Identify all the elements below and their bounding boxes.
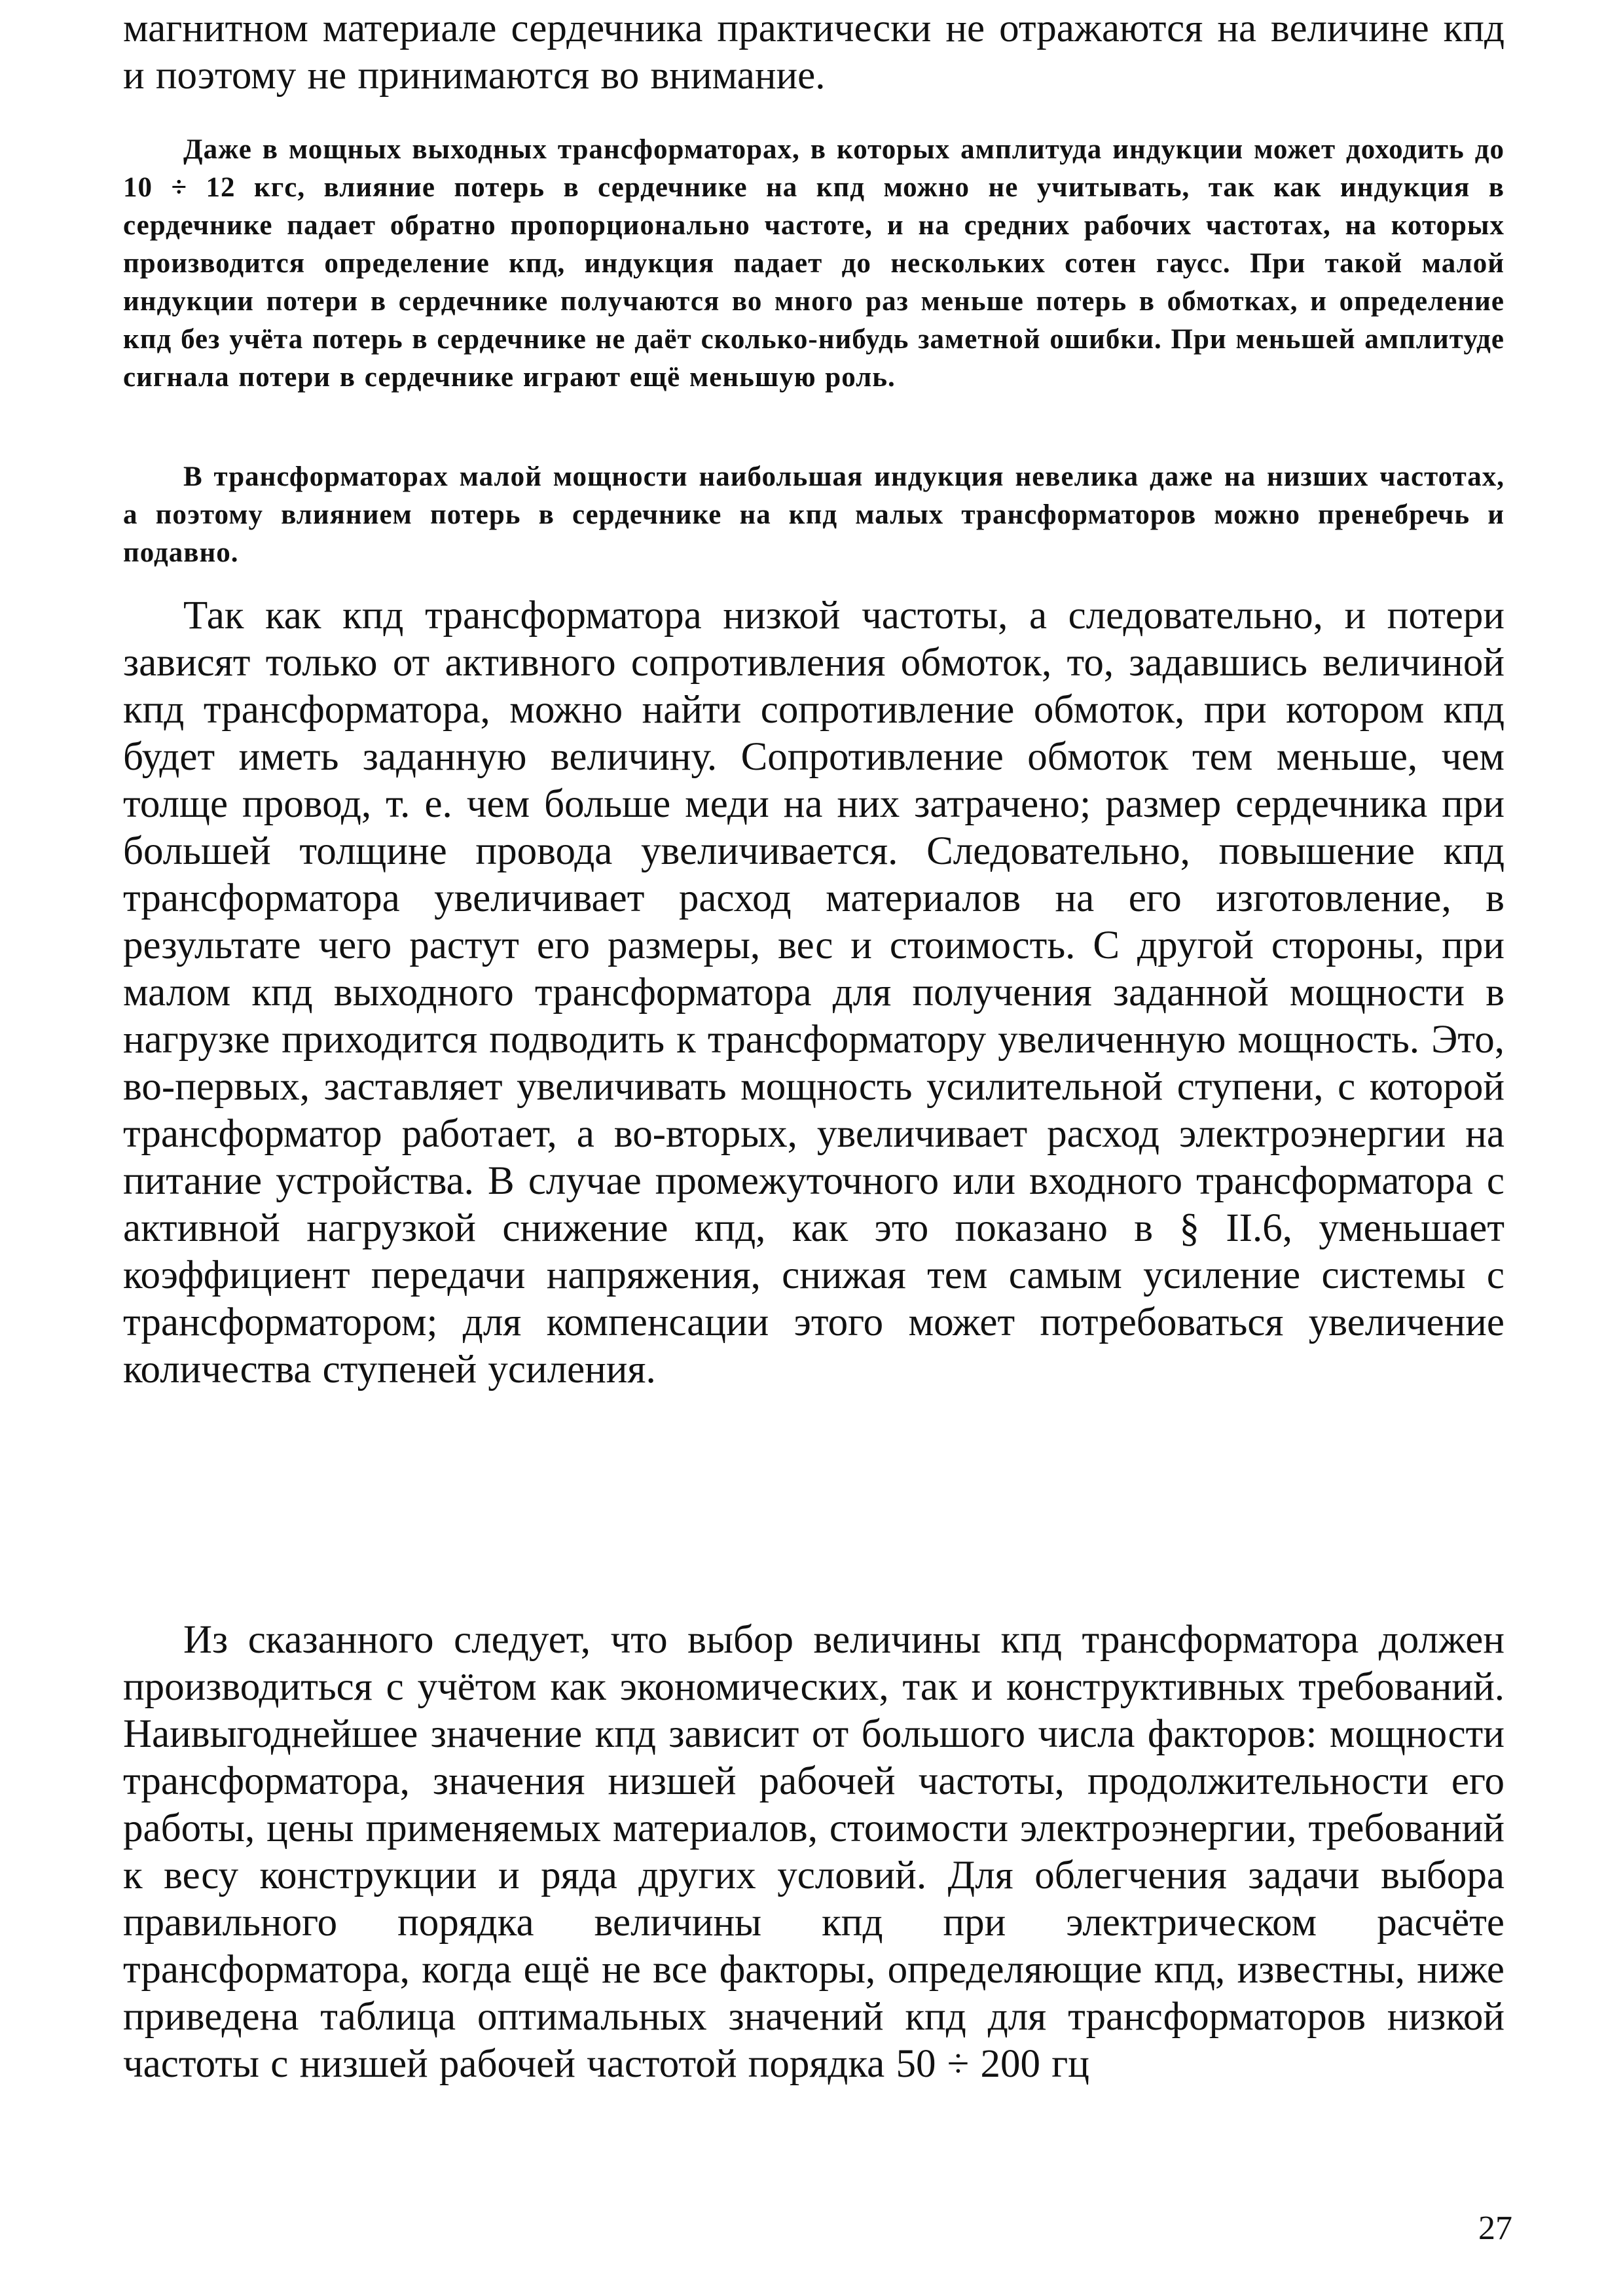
main-paragraph-2: Из сказанного следует, что выбор величины кпд трансформатора должен производиться с учётом как экономических, так и конструктивных требований. Наивыгоднейшее значение кпд зависит от большого числа факторов: мощности трансформатора, значения низшей рабочей частоты, продолжительности его работы, цены применяемых материалов, стоимости электроэнергии, требований к весу конструкции и ряда других условий. Для облегчения задачи выбора правильного порядка величины кпд при электрическом расчёте трансформатора, когда ещё не все факторы, определяющие кпд, известны, ниже приведена таблица оптимальных значений кпд для трансформаторов низкой частоты с низшей рабочей частотой порядка 50 ÷ 200 гц bbox=[123, 1618, 1504, 2086]
main-paragraph-1: Так как кпд трансформатора низкой частоты, а следовательно, и потери зависят только от активного сопротивления обмоток, то, задавшись величиной кпд трансформатора, можно найти сопротивление обмоток, при котором кпд будет иметь заданную величину. Сопротивление обмоток тем меньше, чем толще провод, т. е. чем больше меди на них затрачено; размер сердечника при большей толщине провода увеличивается. Следовательно, повышение кпд трансформатора увеличивает расход материалов на его изготовление, в результате чего растут его размеры, вес и стоимость. С другой стороны, при малом кпд выходного трансформатора для получения заданной мощности в нагрузке приходится подводить к трансформатору увеличенную мощность. Это, во-первых, заставляет увеличивать мощность усилительной ступени, с которой трансформатор работает, а во-вторых, увеличивает расход электроэнергии на питание устройства. В случае промежуточного или входного трансформатора с активной нагрузкой снижение кпд, как это показано в § II.6, уменьшает коэффициент передачи напряжения, снижая тем самым усиление системы с трансформатором; для компенсации этого может потребоваться увеличение количества ступеней усиления. bbox=[123, 594, 1504, 1391]
small-print-paragraph-1: Даже в мощных выходных трансформаторах, в которых амплитуда индукции может доходить до 10 ÷ 12 кгс, влияние потерь в сердечнике на кпд можно не учитывать, так как индукция в сердечнике падает обратно пропорционально частоте, и на средних рабочих частотах, на которых производится определение кпд, индукция падает до нескольких сотен гаусс. При такой малой индукции потери в сердечнике получаются во много раз меньше потерь в обмотках, и определение кпд без учёта потерь в сердечнике не даёт сколько-нибудь заметной ошибки. При меньшей амплитуде сигнала потери в сердечнике играют ещё меньшую роль. bbox=[123, 134, 1504, 393]
top-paragraph: магнитном материале сердечника практически не отражаются на величине кпд и поэтому не принимаются во внимание. bbox=[123, 7, 1504, 98]
small-print-paragraph-2: В трансформаторах малой мощности наибольшая индукция невелика даже на низших частотах, а поэтому влиянием потерь в сердечнике на кпд малых трансформаторов можно пренебречь и подавно. bbox=[123, 461, 1504, 568]
page-number: 27 bbox=[1478, 2210, 1512, 2247]
